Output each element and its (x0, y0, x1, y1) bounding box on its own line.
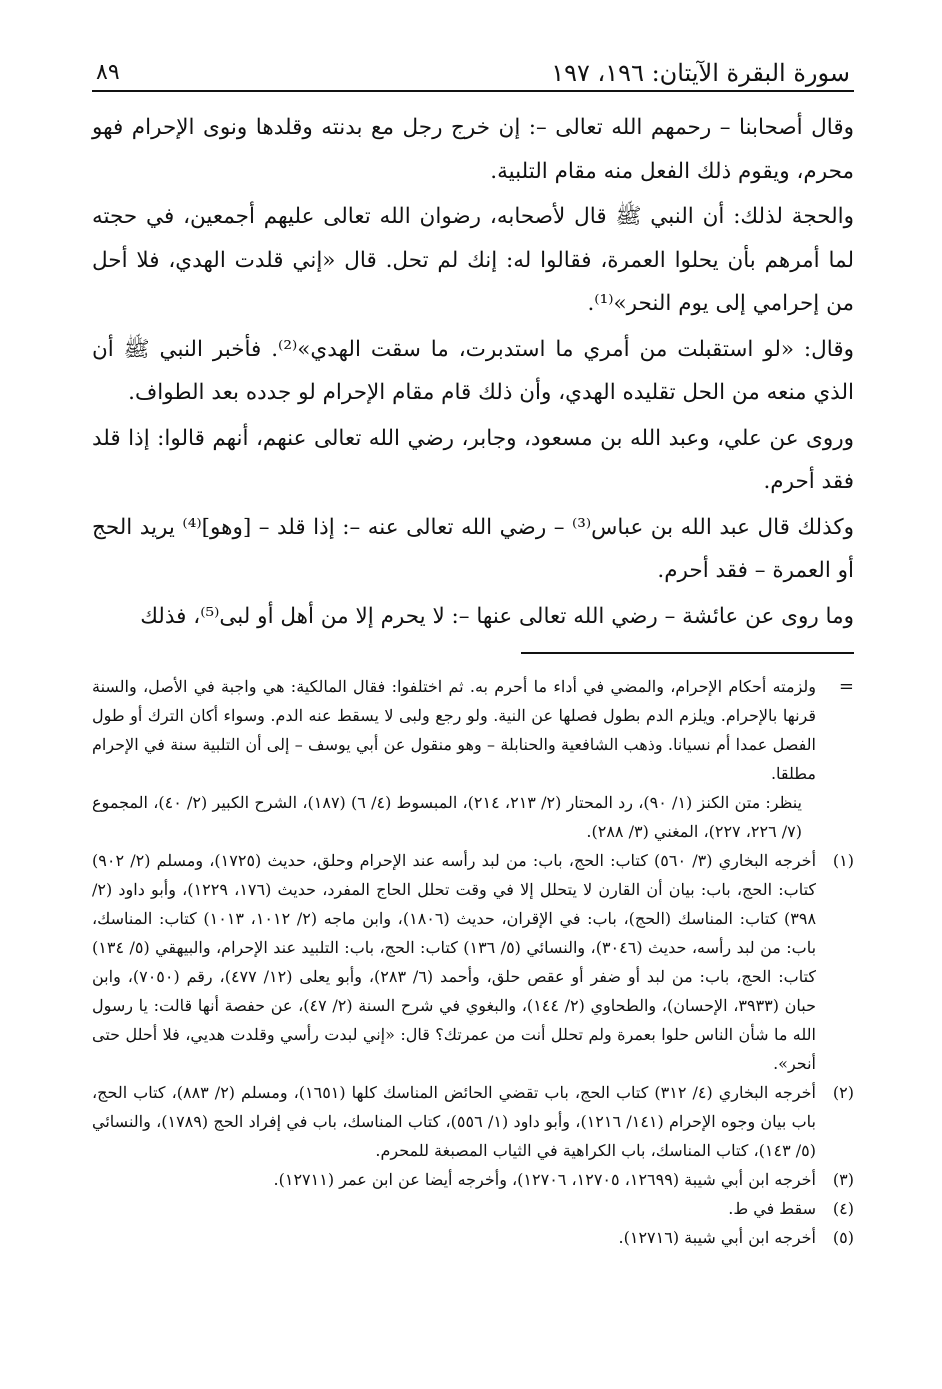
footnote-label: = (838, 676, 854, 697)
main-text (92, 106, 854, 638)
footnote-separator (521, 652, 854, 654)
footnote-1 (92, 846, 854, 1078)
running-header (92, 56, 854, 92)
footnote-label: (٤) (832, 1199, 854, 1218)
paragraph: وقال أصحابنا – رحمهم الله تعالى –: إن خرج رجل مع بدنته وقلدها ونوى الإحرام فهو محرم، ويقوم ذلك الفعل منه مقام التلبية. (92, 115, 854, 184)
header-title: سورة البقرة الآيتان: ١٩٦، ١٩٧ (551, 59, 850, 87)
paragraph: وروى عن علي، وعبد الله بن مسعود، وجابر، رضي الله تعالى عنهم، أنهم قالوا: إذا قلد فقد أحرم. (92, 425, 854, 494)
footnote-label: (٢) (832, 1083, 854, 1102)
footnote-text: أخرجه البخاري (٣/ ٥٦٠) كتاب: الحج، باب: من لبد رأسه عند الإحرام وحلق، حديث (١٧٢٥)، ومسلم (٢/ ٩٠٢) كتاب: الحج، باب: بيان أن القارن لا يتحلل إلا في وقت تحلل الحاج المفرد، حديث (١٧٦، ١٢٢٩)، وأبو داود (٢/ ٣٩٨) كتاب: المناسك (الحج)، باب: في الإقران، حديث (١٨٠٦)، وابن ماجه (٢/ ١٠١٢، ١٠١٣) كتاب: المناسك، باب: من لبد رأسه، حديث (٣٠٤٦)، والنسائي (٥/ ١٣٦) كتاب: الحج، باب: التلبيد عند الإحرام، والبيهقي (٥/ ١٣٤) كتاب: الحج، باب: من لبد أو ضفر أو عقص حلق، وأحمد (٦/ ٢٨٣)، وأبو يعلى (١٢/ ٤٧٧)، رقم (٧٠٥٠)، وابن حبان (٣٩٣٣، الإحسان)، والطحاوي (٢/ ١٤٤)، والبغوي في شرح السنة (٢/ ٤٧)، عن حفصة أنها قالت: يا رسول الله ما شأن الناس حلوا بعمرة ولم تحلل أنت من عمرتك؟ قال: «إني لبدت رأسي وقلدت هديي، فلا أحلل حتى أنحر». (92, 851, 817, 1073)
footnote-text: ولزمته أحكام الإحرام، والمضي في أداء ما أحرم به. ثم اختلفوا: فقال المالكية: هي واجبة في الأصل، والسنة قرنها بالإحرام. ويلزم الدم بطول فصلها عن النية. ولو رجع ولبى لا يسقط عنه الدم. وسواء أكان الترك أو طول الفصل عمدا أم نسيانا. وذهب الشافعية والحنابلة – وهو منقول عن أبي يوسف – إلى أن التلبية سنة في الإحرام مطلقا. (92, 677, 817, 783)
footnote-text: ينظر: متن الكنز (١/ ٩٠)، رد المحتار (٢/ ٢١٣، ٢١٤)، المبسوط (٤/ ٦) (١٨٧)، الشرح الكبير (٢/ ٤٠)، المجموع (٧/ ٢٢٦، ٢٢٧)، المغني (٣/ ٢٨٨). (92, 793, 802, 841)
footnote-2 (92, 1078, 854, 1165)
footnotes (92, 672, 854, 1252)
footnote-label: (٣) (832, 1170, 854, 1189)
paragraph: وكذلك قال عبد الله بن عباس⁽³⁾ – رضي الله تعالى عنه –: إذا قلد – [وهو]⁽⁴⁾ يريد الحج أو العمرة – فقد أحرم. (92, 514, 854, 583)
paragraph: وقال: «لو استقبلت من أمري ما استدبرت، ما سقت الهدي»⁽²⁾. فأخبر النبي ﷺ أن الذي منعه من الحل تقليده الهدي، وأن ذلك قام مقام الإحرام لو جدده بعد الطواف. (92, 336, 854, 405)
footnote-label: (١) (832, 851, 854, 870)
paragraph: والحجة لذلك: أن النبي ﷺ قال لأصحابه، رضوان الله تعالى عليهم أجمعين، في حجته لما أمرهم بأن يحلوا العمرة، فقالوا له: إنك لم تحل. قال «إني قلدت الهدي، فلا أحل من إحرامي إلى يوم النحر»⁽¹⁾. (92, 204, 854, 316)
footnote-label: (٥) (832, 1228, 854, 1247)
footnote-text: أخرجه ابن أبي شيبة (١٢٧١٦). (618, 1228, 816, 1247)
footnote-3 (92, 1165, 854, 1194)
footnote-4 (92, 1194, 854, 1223)
footnote-text: أخرجه ابن أبي شيبة (١٢٦٩٩، ١٢٧٠٥، ١٢٧٠٦)، وأخرجه أيضا عن ابن عمر (١٢٧١١). (273, 1170, 816, 1189)
footnote-text: سقط في ط. (728, 1199, 816, 1218)
book-page (92, 56, 854, 1252)
footnote-continued (92, 672, 854, 846)
footnote-5 (92, 1223, 854, 1252)
page-number: ٨٩ (96, 60, 120, 85)
paragraph: وما روى عن عائشة – رضي الله تعالى عنها –: لا يحرم إلا من أهل أو لبى⁽⁵⁾، فذلك (140, 603, 854, 629)
footnote-text: أخرجه البخاري (٤/ ٣١٢) كتاب الحج، باب تقضي الحائض المناسك كلها (١٦٥١)، ومسلم (٢/ ٨٨٣)، كتاب الحج، باب بيان وجوه الإحرام (١٤١/ ١٢١٦)، وأبو داود (١/ ٥٥٦)، كتاب المناسك، باب في إفراد الحج (١٧٨٩)، والنسائي (٥/ ١٤٣)، كتاب المناسك، باب الكراهية في الثياب المصبغة للمحرم. (92, 1083, 816, 1160)
